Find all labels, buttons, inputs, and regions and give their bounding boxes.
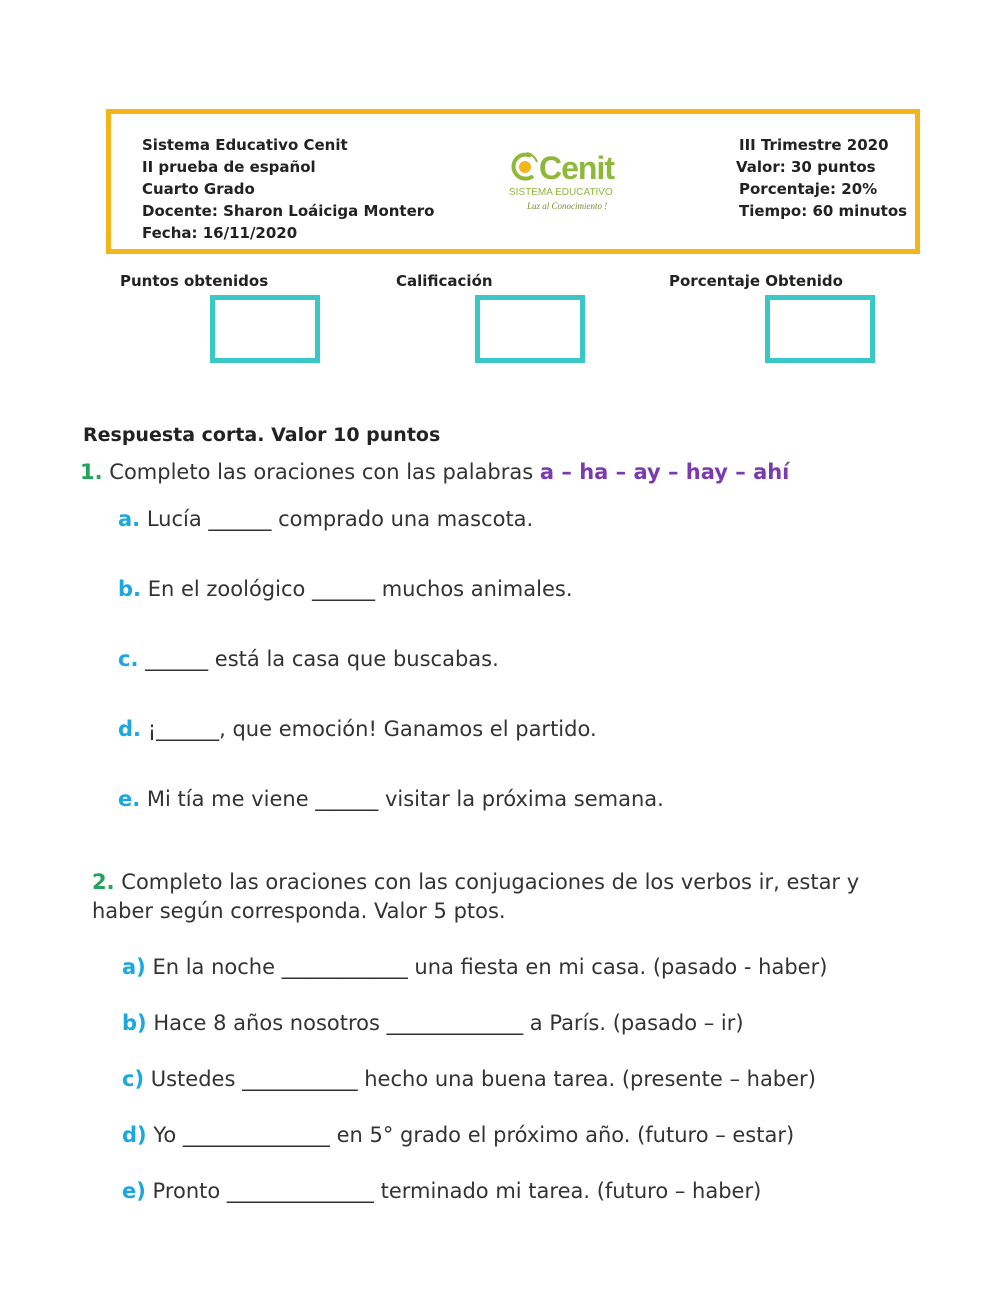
item-text: Hace 8 años nosotros _____________ a París. (pasado – ir)	[153, 1011, 744, 1035]
cenit-logo-icon	[509, 150, 539, 184]
q2-item-a[interactable]	[122, 955, 827, 979]
q1-item-a[interactable]	[118, 507, 533, 531]
item-letter: e)	[122, 1179, 146, 1203]
item-letter: d.	[118, 717, 142, 741]
header-box	[106, 109, 920, 254]
q1-item-e[interactable]	[118, 787, 664, 811]
q2-item-c[interactable]	[122, 1067, 816, 1091]
question-1-words: a – ha – ay – hay – ahí	[539, 460, 790, 484]
item-letter: a)	[122, 955, 146, 979]
trimester: III Trimestre 2020	[739, 136, 889, 154]
item-letter: c)	[122, 1067, 145, 1091]
cenit-logo	[509, 150, 617, 216]
item-text: Yo ______________ en 5° grado el próximo año. (futuro – estar)	[153, 1123, 795, 1147]
q2-item-d[interactable]	[122, 1123, 794, 1147]
question-2-line-2: haber según corresponda. Valor 5 ptos.	[92, 899, 506, 923]
item-text: Mi tía me viene ______ visitar la próxima semana.	[146, 787, 664, 811]
value: Valor: 30 puntos	[736, 158, 876, 176]
question-2-number: 2.	[92, 870, 115, 894]
item-text: En la noche ____________ una fiesta en mi casa. (pasado - haber)	[152, 955, 828, 979]
item-letter: b)	[122, 1011, 147, 1035]
header-left-info	[142, 134, 434, 244]
question-1-number: 1.	[80, 460, 103, 484]
question-1	[80, 460, 789, 484]
points-box[interactable]	[210, 295, 320, 363]
question-2	[92, 868, 922, 926]
item-text: ¡______, que emoción! Ganamos el partido.	[147, 717, 597, 741]
q2-item-e[interactable]	[122, 1179, 761, 1203]
question-1-text: Completo las oraciones con las palabras	[109, 460, 534, 484]
test-name: II prueba de español	[142, 158, 316, 176]
q2-item-b[interactable]	[122, 1011, 744, 1035]
q1-item-d[interactable]	[118, 717, 597, 741]
logo-slogan: Luz al Conocimiento !	[527, 201, 608, 211]
item-text: En el zoológico ______ muchos animales.	[147, 577, 573, 601]
grade-box[interactable]	[475, 295, 585, 363]
teacher: Docente: Sharon Loáiciga Montero	[142, 202, 435, 220]
q1-item-b[interactable]	[118, 577, 573, 601]
item-letter: d)	[122, 1123, 147, 1147]
time: Tiempo: 60 minutos	[739, 202, 908, 220]
grade-label: Calificación	[396, 272, 493, 290]
date: Fecha: 16/11/2020	[142, 224, 298, 242]
item-letter: e.	[118, 787, 141, 811]
q1-item-c[interactable]	[118, 647, 499, 671]
item-text: ______ está la casa que buscabas.	[145, 647, 499, 671]
percentage: Porcentaje: 20%	[739, 180, 878, 198]
item-letter: a.	[118, 507, 141, 531]
header-right-info	[736, 134, 908, 222]
item-text: Pronto ______________ terminado mi tarea. (futuro – haber)	[152, 1179, 762, 1203]
percentage-box[interactable]	[765, 295, 875, 363]
logo-subtitle: SISTEMA EDUCATIVO	[509, 187, 613, 198]
item-text: Ustedes ___________ hecho una buena tarea. (presente – haber)	[150, 1067, 816, 1091]
question-2-line-1: Completo las oraciones con las conjugaciones de los verbos ir, estar y	[121, 870, 860, 894]
logo-word: Cenit	[539, 150, 614, 186]
grade: Cuarto Grado	[142, 180, 255, 198]
percentage-obtained-label: Porcentaje Obtenido	[669, 272, 843, 290]
item-letter: b.	[118, 577, 142, 601]
item-text: Lucía ______ comprado una mascota.	[146, 507, 534, 531]
item-letter: c.	[118, 647, 139, 671]
section-title: Respuesta corta. Valor 10 puntos	[83, 424, 441, 446]
points-label: Puntos obtenidos	[120, 272, 269, 290]
school-name: Sistema Educativo Cenit	[142, 136, 348, 154]
